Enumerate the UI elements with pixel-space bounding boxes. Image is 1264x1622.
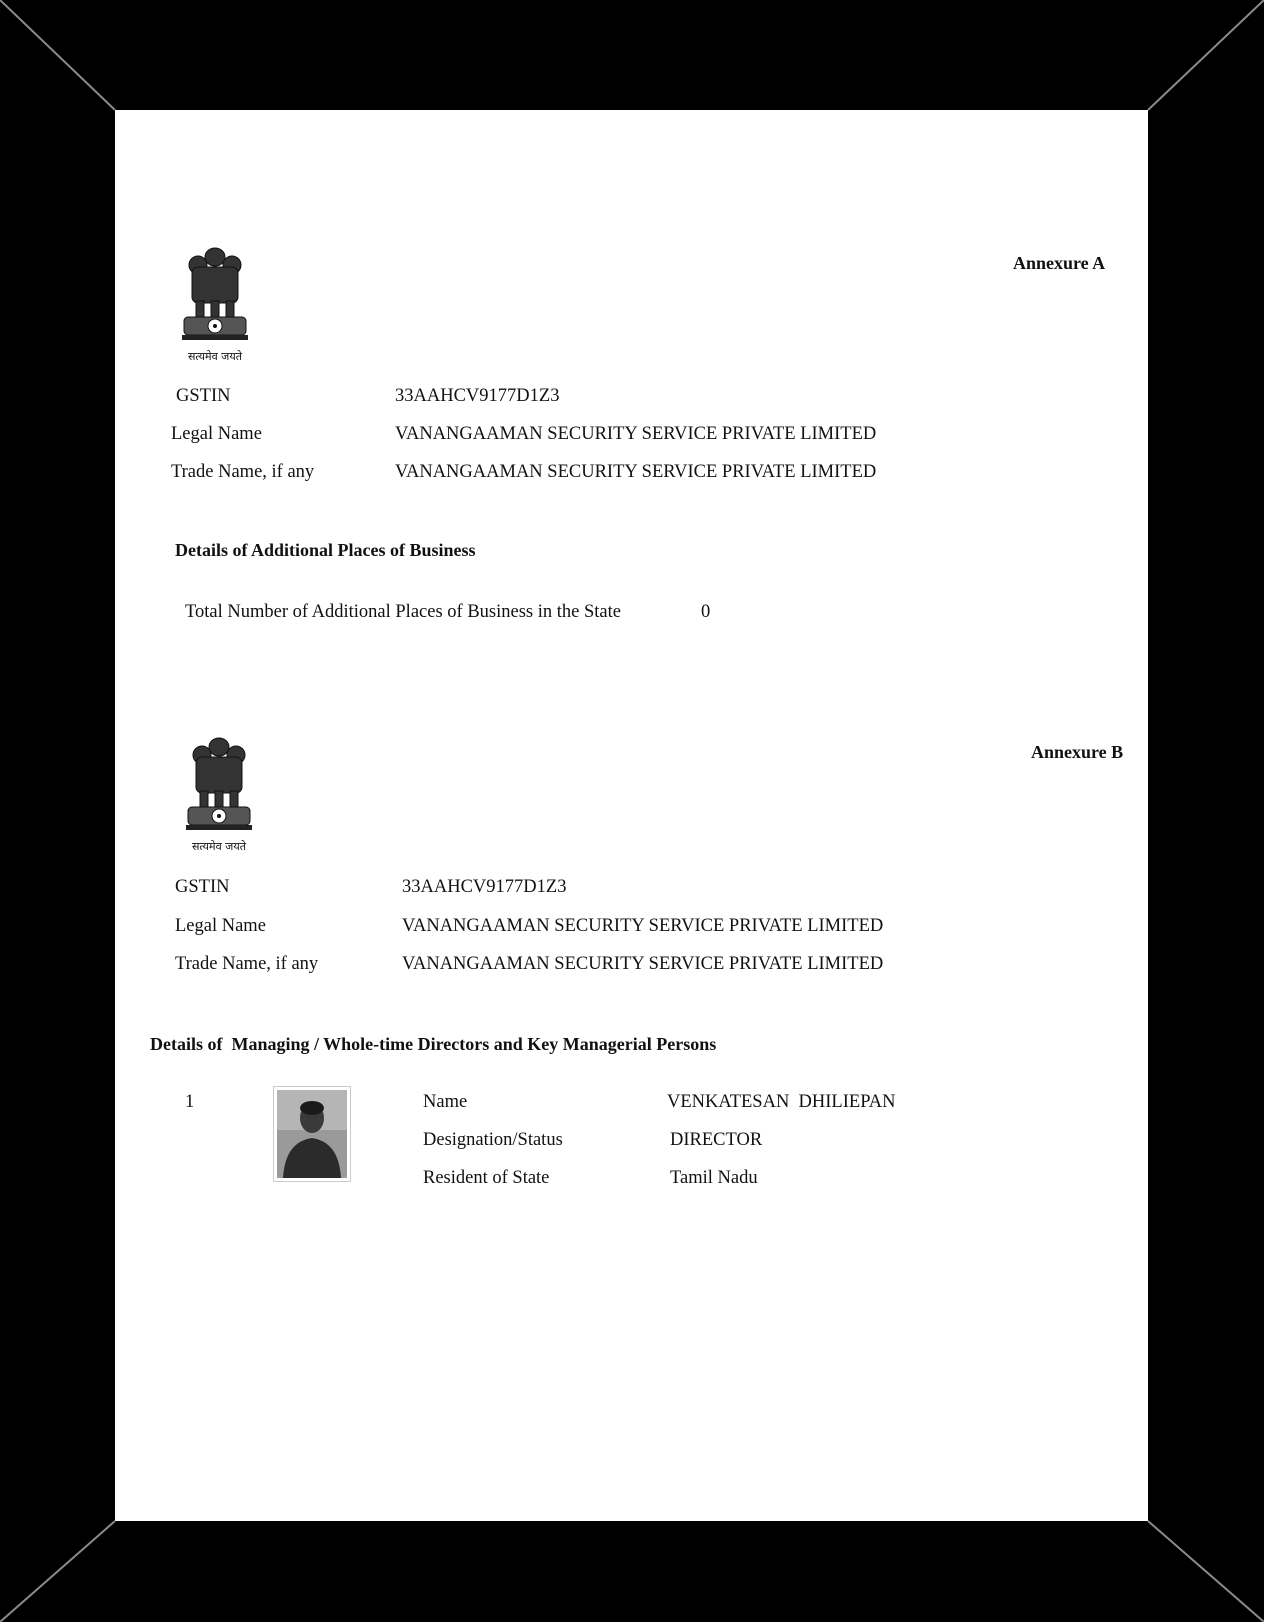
trade-name-value: VANANGAAMAN SECURITY SERVICE PRIVATE LIMITED [395, 462, 877, 482]
legal-name-value: VANANGAAMAN SECURITY SERVICE PRIVATE LIMITED [402, 916, 884, 936]
national-emblem-icon [182, 733, 256, 851]
trade-name-label: Trade Name, if any [175, 954, 319, 974]
emblem-motto: सत्यमेव जयते [191, 840, 246, 853]
director-photo [273, 1086, 351, 1182]
total-places-value: 0 [701, 602, 711, 622]
document-page [115, 110, 1148, 1521]
gstin-value: 33AAHCV9177D1Z3 [395, 386, 560, 406]
legal-name-value: VANANGAAMAN SECURITY SERVICE PRIVATE LIMITED [395, 424, 877, 444]
national-emblem-icon [178, 243, 252, 361]
director-resident-value: Tamil Nadu [670, 1168, 758, 1188]
director-name-label: Name [423, 1092, 468, 1112]
director-designation-value: DIRECTOR [670, 1130, 763, 1150]
gstin-label: GSTIN [175, 877, 230, 897]
trade-name-value: VANANGAAMAN SECURITY SERVICE PRIVATE LIMITED [402, 954, 884, 974]
legal-name-label: Legal Name [175, 916, 266, 936]
emblem-motto: सत्यमेव जयते [187, 350, 242, 363]
gstin-value: 33AAHCV9177D1Z3 [402, 877, 567, 897]
director-serial: 1 [185, 1092, 195, 1112]
additional-places-heading: Details of Additional Places of Business [175, 540, 476, 560]
gstin-label: GSTIN [176, 386, 231, 406]
legal-name-label: Legal Name [171, 424, 262, 444]
total-places-label: Total Number of Additional Places of Business in the State [185, 602, 621, 622]
director-designation-label: Designation/Status [423, 1130, 563, 1150]
director-resident-label: Resident of State [423, 1168, 550, 1188]
annexure-b-title: Annexure B [1031, 742, 1124, 762]
trade-name-label: Trade Name, if any [171, 462, 315, 482]
directors-heading: Details of Managing / Whole-time Directors and Key Managerial Persons [150, 1034, 717, 1054]
annexure-a-title: Annexure A [1013, 253, 1106, 273]
director-name-value: VENKATESAN DHILIEPAN [667, 1092, 896, 1112]
